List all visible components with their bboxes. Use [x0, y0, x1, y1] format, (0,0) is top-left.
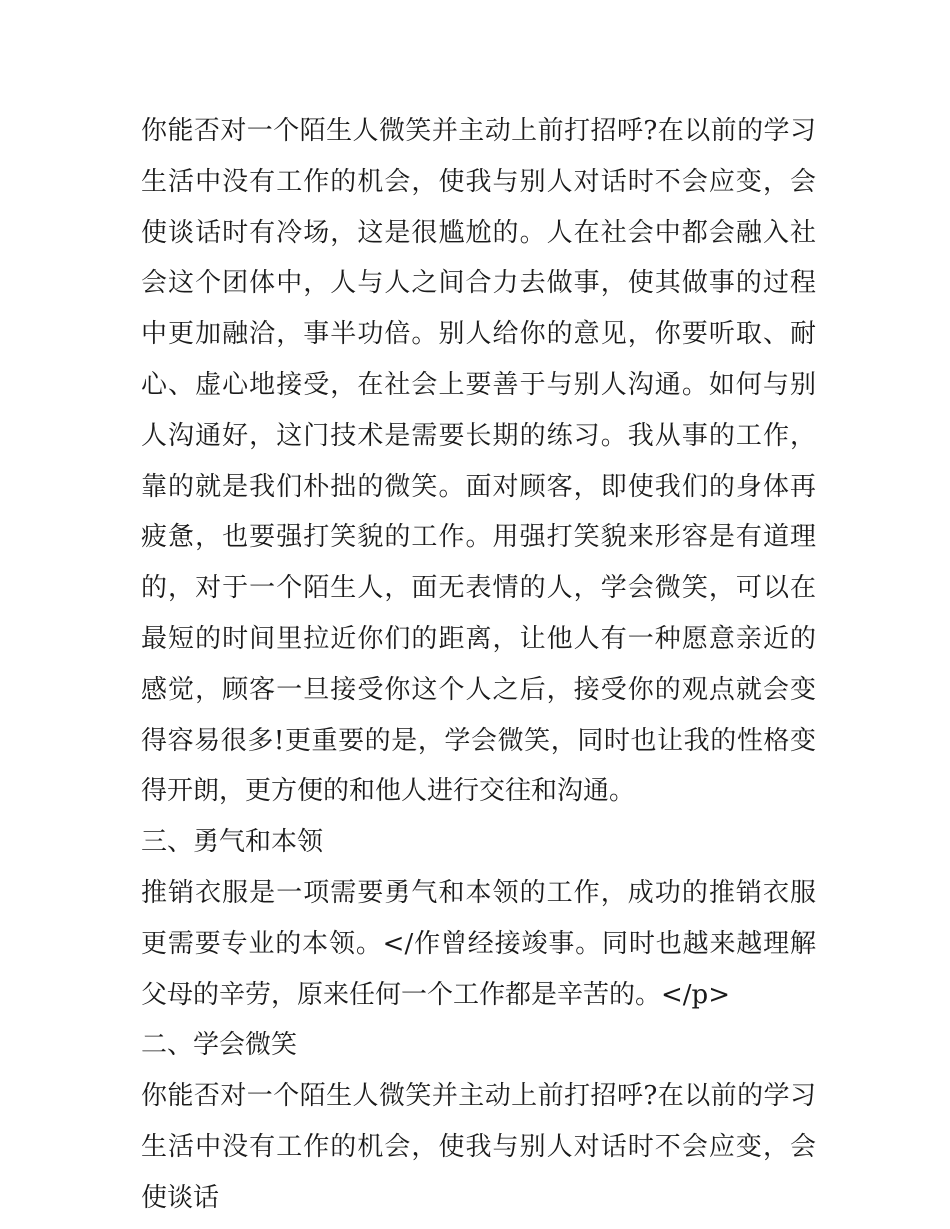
paragraph-selling-clothes: 推销衣服是一项需要勇气和本领的工作，成功的推销衣服更需要专业的本领。</作曾经接竣事。同时也越来越理解父母的辛劳，原来任何一个工作都是辛苦的。</p> — [141, 877, 816, 1010]
document-body — [141, 106, 816, 1224]
paragraph-smile-repeat: 你能否对一个陌生人微笑并主动上前打招呼?在以前的学习生活中没有工作的机会，使我与别人对话时不会应变，会使谈话 — [141, 1081, 816, 1213]
paragraph-smile-intro: 你能否对一个陌生人微笑并主动上前打招呼?在以前的学习生活中没有工作的机会，使我与别人对话时不会应变，会使谈话时有冷场，这是很尴尬的。人在社会中都会融入社会这个团体中，人与人之间合力去做事，使其做事的过程中更加融洽，事半功倍。别人给你的意见，你要听取、耐心、虚心地接受，在社会上要善于与别人沟通。如何与别人沟通好，这门技术是需要长期的练习。我从事的工作，靠的就是我们朴拙的微笑。面对顾客，即使我们的身体再疲惫，也要强打笑貌的工作。用强打笑貌来形容是有道理的，对于一个陌生人，面无表情的人，学会微笑，可以在最短的时间里拉近你们的距离，让他人有一种愿意亲近的感觉，顾客一旦接受你这个人之后，接受你的观点就会变得容易很多!更重要的是，学会微笑，同时也让我的性格变得开朗，更方便的和他人进行交往和沟通。 — [141, 116, 816, 807]
heading-courage-and-skill: 三、勇气和本领 — [141, 827, 324, 858]
heading-learn-to-smile: 二、学会微笑 — [141, 1030, 298, 1061]
